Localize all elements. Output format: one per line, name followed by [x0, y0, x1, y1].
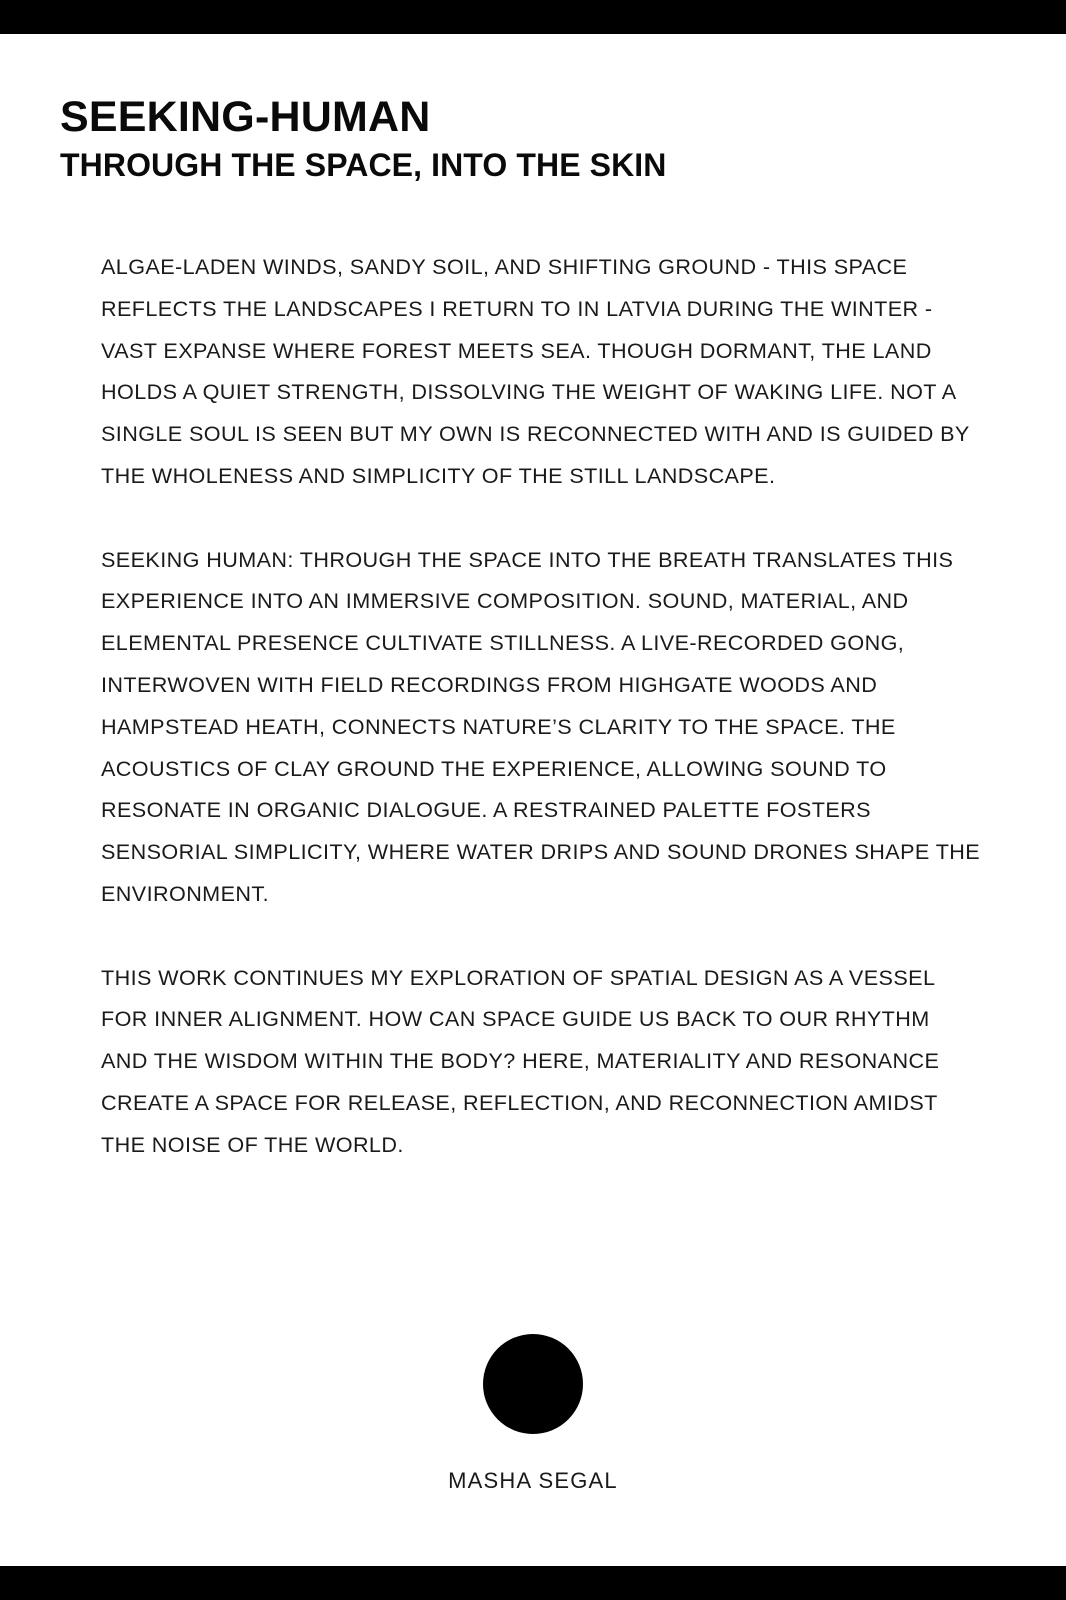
filled-circle-icon [483, 1334, 583, 1434]
paragraph-exploration: THIS WORK CONTINUES MY EXPLORATION OF SPATIAL DESIGN AS A VESSEL FOR INNER ALIGNMENT. HOW CAN SPACE GUIDE US BACK TO OUR RHYTHM AND THE WISDOM WITHIN THE BODY? HERE, MATERIALITY AND RESONANCE CREATE A SPACE FOR RELEASE, REFLECTION, AND RECONNECTION AMIDST THE NOISE OF THE WORLD. [101, 964, 940, 1157]
paragraph-composition: SEEKING HUMAN: THROUGH THE SPACE INTO THE BREATH TRANSLATES THIS EXPERIENCE INTO AN IMMERSIVE COMPOSITION. SOUND, MATERIAL, AND ELEMENTAL PRESENCE CULTIVATE STILLNESS. A LIVE-RECORDED GONG, INTERWOVEN WITH FIELD RECORDINGS FROM HIGHGATE WOODS AND HAMPSTEAD HEATH, CONNECTS NATURE’S CLARITY TO THE SPACE. THE ACOUSTICS OF CLAY GROUND THE EXPERIENCE, ALLOWING SOUND TO RESONATE IN ORGANIC DIALOGUE. A RESTRAINED PALETTE FOSTERS SENSORIAL SIMPLICITY, WHERE WATER DRIPS AND SOUND DRONES SHAPE THE ENVIRONMENT. [101, 546, 981, 906]
document-heading [60, 92, 667, 188]
page-title: SEEKING-HUMAN [60, 93, 431, 141]
author-name: MASHA SEGAL [448, 1468, 618, 1493]
statement-body [101, 246, 981, 1166]
page-subtitle: THROUGH THE SPACE, INTO THE SKIN [60, 147, 667, 183]
document-page [0, 34, 1066, 1566]
paragraph-landscape: ALGAE-LADEN WINDS, SANDY SOIL, AND SHIFTING GROUND - THIS SPACE REFLECTS THE LANDSCAPES I RETURN TO IN LATVIA DURING THE WINTER - VAST EXPANSE WHERE FOREST MEETS SEA. THOUGH DORMANT, THE LAND HOLDS A QUIET STRENGTH, DISSOLVING THE WEIGHT OF WAKING LIFE. NOT A SINGLE SOUL IS SEEN BUT MY OWN IS RECONNECTED WITH AND IS GUIDED BY THE WHOLENESS AND SIMPLICITY OF THE STILL LANDSCAPE. [101, 254, 970, 488]
